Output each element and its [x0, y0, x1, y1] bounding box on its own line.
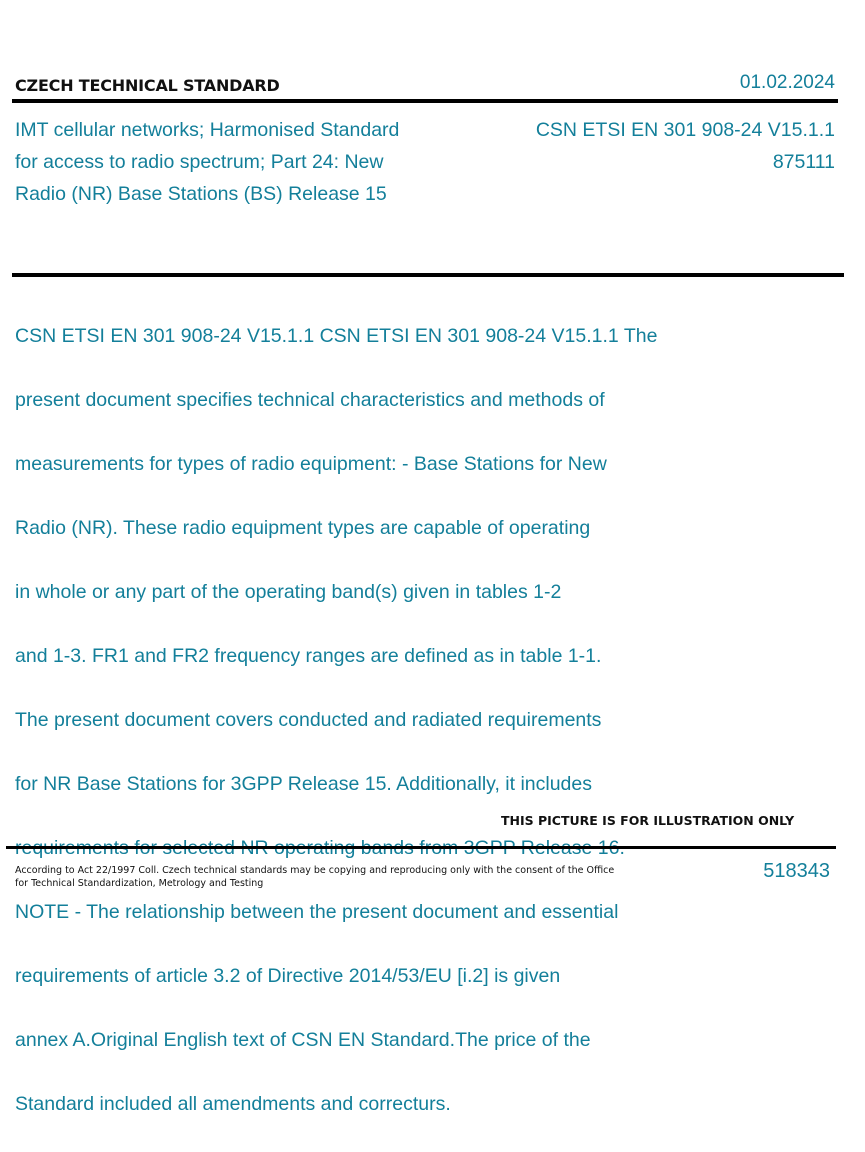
title-line: Radio (NR) Base Stations (BS) Release 15 [15, 183, 387, 205]
abstract-line: in whole or any part of the operating band(s) given in tables 1-2 [15, 581, 562, 603]
copyright-line: According to Act 22/1997 Coll. Czech technical standards may be copying and reproducing only with the consent of the Office [15, 865, 615, 876]
abstract-line: Radio (NR). These radio equipment types are capable of operating [15, 517, 591, 539]
abstract-line: requirements of article 3.2 of Directive 2014/53/EU [i.2] is given [15, 965, 561, 987]
title-line: IMT cellular networks; Harmonised Standard [15, 119, 400, 141]
standard-identifier [536, 114, 835, 178]
title-divider [12, 273, 844, 277]
abstract-line: and 1-3. FR1 and FR2 frequency ranges are defined as in table 1-1. [15, 645, 602, 667]
abstract-line: Standard included all amendments and correcturs. [15, 1093, 451, 1115]
abstract-line: for NR Base Stations for 3GPP Release 15. Additionally, it includes [15, 773, 593, 795]
copyright-line: for Technical Standardization, Metrology and Testing [15, 878, 264, 889]
standard-title [15, 114, 485, 210]
abstract-line: measurements for types of radio equipment: - Base Stations for New [15, 453, 607, 475]
abstract-line: CSN ETSI EN 301 908-24 V15.1.1 CSN ETSI EN 301 908-24 V15.1.1 The [15, 325, 658, 347]
abstract-line: annex A.Original English text of CSN EN Standard.The price of the [15, 1029, 591, 1051]
abstract-line: The present document covers conducted and radiated requirements [15, 709, 602, 731]
standard-abstract [15, 288, 775, 1152]
document-id: 518343 [763, 860, 830, 882]
copyright-notice [15, 864, 615, 890]
footer-divider [6, 846, 836, 849]
header-divider [12, 99, 838, 103]
document-type-label: CZECH TECHNICAL STANDARD [15, 76, 280, 95]
title-line: for access to radio spectrum; Part 24: New [15, 151, 384, 173]
publication-date: 01.02.2024 [739, 72, 835, 93]
abstract-line: present document specifies technical characteristics and methods of [15, 389, 605, 411]
abstract-line: NOTE - The relationship between the present document and essential [15, 901, 619, 923]
illustration-notice: THIS PICTURE IS FOR ILLUSTRATION ONLY [501, 813, 795, 828]
catalog-number: 875111 [772, 151, 835, 173]
standard-code: CSN ETSI EN 301 908-24 V15.1.1 [535, 119, 835, 141]
